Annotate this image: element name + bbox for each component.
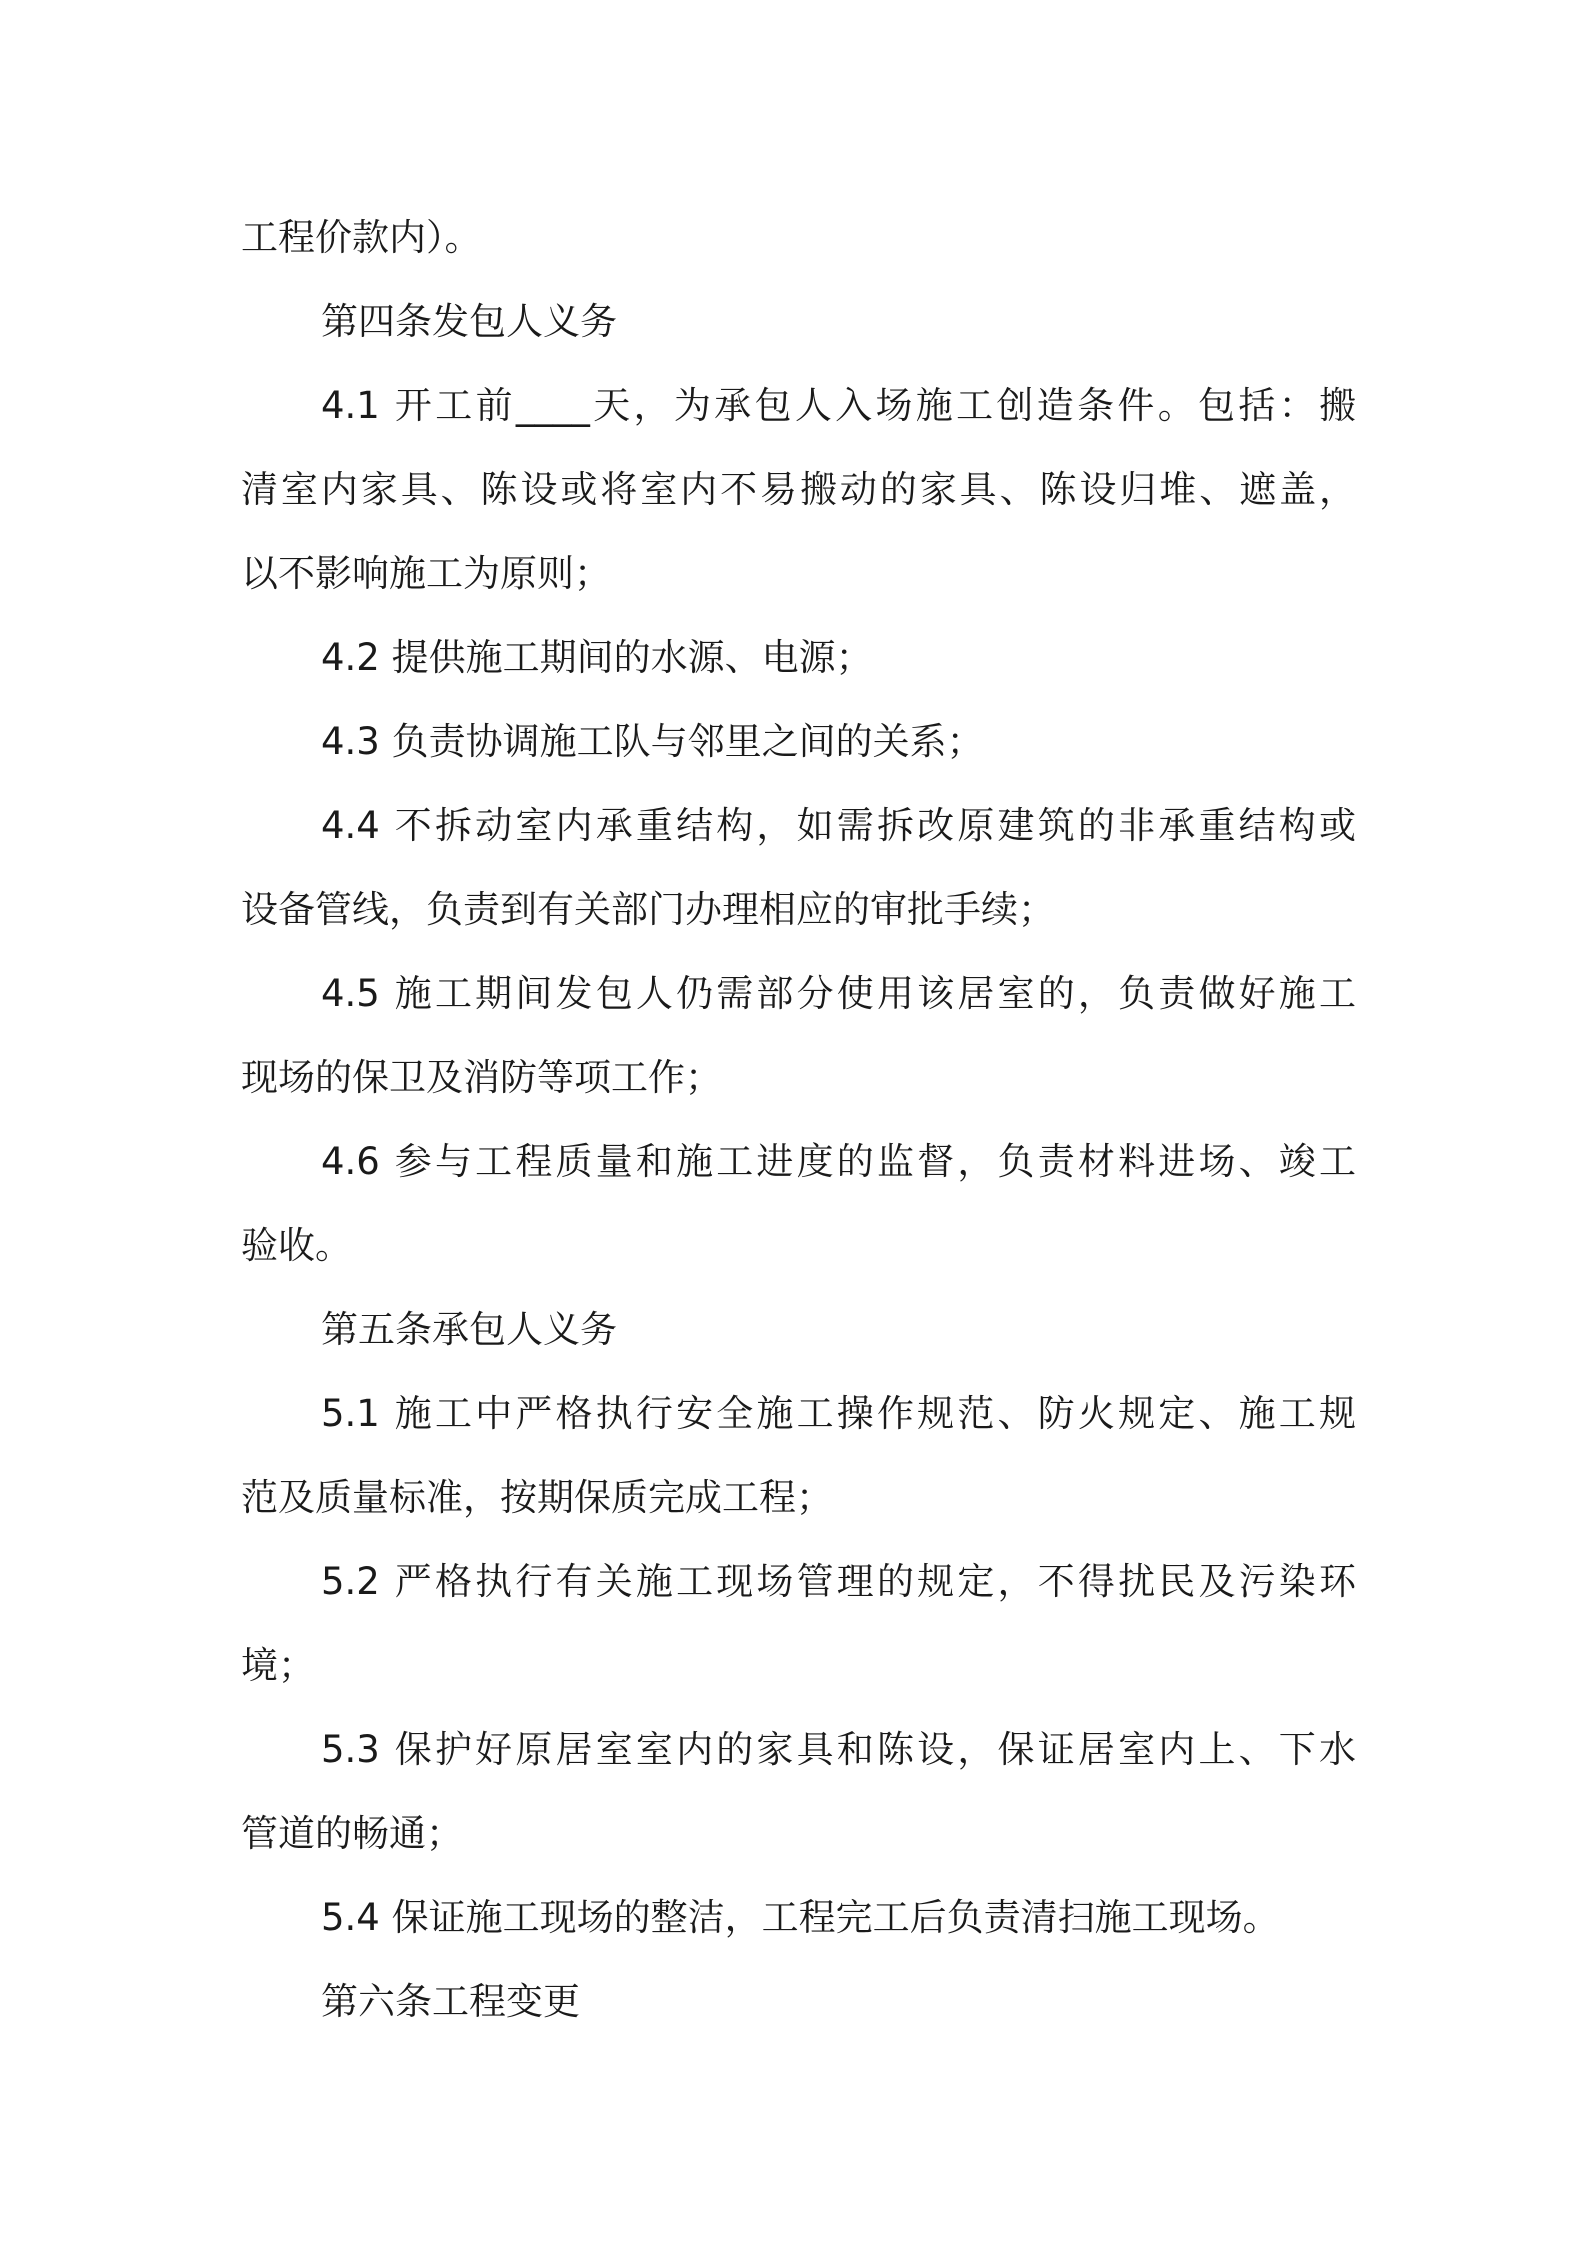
clause-5-2-line-1: 5.2 严格执行有关施工现场管理的规定，不得扰民及污染环 [321,1560,1356,1603]
clause-4-5-line-1: 4.5 施工期间发包人仍需部分使用该居室的，负责做好施工 [321,972,1356,1015]
clause-5-3-line-2: 管道的畅通； [241,1812,463,1855]
clause-4-6-line-1: 4.6 参与工程质量和施工进度的监督，负责材料进场、竣工 [321,1140,1356,1183]
section-heading-article-4: 第四条发包人义务 [321,300,617,343]
clause-4-4-line-2: 设备管线，负责到有关部门办理相应的审批手续； [241,888,1055,931]
text-line-continuation: 工程价款内）。 [241,216,482,259]
clause-5-4: 5.4 保证施工现场的整洁，工程完工后负责清扫施工现场。 [321,1896,1280,1939]
clause-5-1-line-1: 5.1 施工中严格执行安全施工操作规范、防火规定、施工规 [321,1392,1356,1435]
clause-4-6-line-2: 验收。 [241,1224,352,1267]
clause-4-1-line-3: 以不影响施工为原则； [241,552,611,595]
document-body [241,196,1356,2044]
clause-4-2: 4.2 提供施工期间的水源、电源； [321,636,873,679]
clause-4-1-line-2: 清室内家具、陈设或将室内不易搬动的家具、陈设归堆、遮盖， [241,468,1356,511]
clause-5-3-line-1: 5.3 保护好原居室室内的家具和陈设，保证居室内上、下水 [321,1728,1356,1771]
clause-4-3: 4.3 负责协调施工队与邻里之间的关系； [321,720,984,763]
clause-4-1-line-1: 4.1 开工前____天，为承包人入场施工创造条件。包括：搬 [321,384,1356,427]
clause-5-1-line-2: 范及质量标准，按期保质完成工程； [241,1476,833,1519]
section-heading-article-5: 第五条承包人义务 [321,1308,617,1351]
clause-4-4-line-1: 4.4 不拆动室内承重结构，如需拆改原建筑的非承重结构或 [321,804,1356,847]
clause-4-5-line-2: 现场的保卫及消防等项工作； [241,1056,722,1099]
clause-5-2-line-2: 境； [241,1644,315,1687]
section-heading-article-6: 第六条工程变更 [321,1980,580,2023]
